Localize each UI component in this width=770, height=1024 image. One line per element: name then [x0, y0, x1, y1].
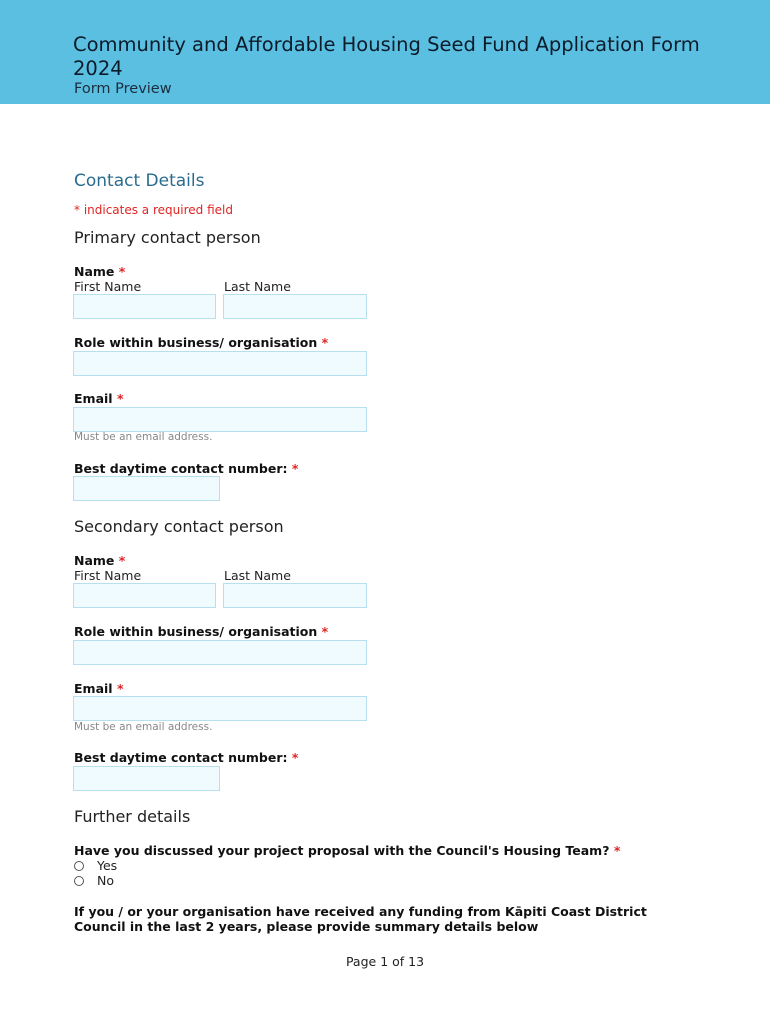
secondary-last-name-field[interactable]	[223, 583, 367, 608]
secondary-email-field[interactable]	[73, 696, 367, 721]
required-note: * indicates a required field	[74, 203, 233, 217]
primary-role-label: Role within business/ organisation *	[74, 335, 329, 350]
primary-name-label: Name *	[74, 264, 126, 279]
secondary-email-hint: Must be an email address.	[74, 721, 213, 733]
primary-phone-field[interactable]	[73, 476, 220, 501]
radio-yes[interactable]	[74, 861, 84, 871]
secondary-first-name-label: First Name	[74, 568, 142, 583]
required-marker: *	[613, 843, 621, 858]
required-marker: *	[116, 391, 124, 406]
primary-email-field[interactable]	[73, 407, 367, 432]
secondary-email-label: Email *	[74, 681, 124, 696]
section-title: Contact Details	[74, 171, 205, 191]
required-marker: *	[321, 335, 329, 350]
primary-contact-heading: Primary contact person	[74, 228, 261, 247]
required-marker: *	[118, 553, 126, 568]
radio-no-label: No	[97, 873, 114, 888]
funding-question-line1: If you / or your organisation have received any funding from Kāpiti Coast District	[74, 904, 647, 919]
required-marker: *	[321, 624, 329, 639]
secondary-name-label: Name *	[74, 553, 126, 568]
primary-last-name-field[interactable]	[223, 294, 367, 319]
primary-email-label: Email *	[74, 391, 124, 406]
secondary-last-name-label: Last Name	[224, 568, 291, 583]
radio-yes-label: Yes	[97, 858, 118, 873]
funding-question-line2: Council in the last 2 years, please provide summary details below	[74, 919, 539, 934]
further-details-heading: Further details	[74, 807, 191, 826]
form-title: Community and Affordable Housing Seed Fund Application Form 2024	[73, 33, 700, 80]
required-marker: *	[291, 461, 299, 476]
secondary-contact-heading: Secondary contact person	[74, 517, 284, 536]
primary-first-name-label: First Name	[74, 279, 142, 294]
page-number: Page 1 of 13	[345, 954, 425, 969]
secondary-first-name-field[interactable]	[73, 583, 216, 608]
form-subtitle: Form Preview	[74, 81, 172, 97]
secondary-role-field[interactable]	[73, 640, 367, 665]
required-marker: *	[118, 264, 126, 279]
secondary-phone-label: Best daytime contact number: *	[74, 750, 299, 765]
housing-team-question: Have you discussed your project proposal with the Council's Housing Team? *	[74, 843, 621, 858]
required-marker: *	[291, 750, 299, 765]
primary-last-name-label: Last Name	[224, 279, 291, 294]
primary-first-name-field[interactable]	[73, 294, 216, 319]
secondary-role-label: Role within business/ organisation *	[74, 624, 329, 639]
form-header	[0, 0, 770, 104]
radio-no[interactable]	[74, 876, 84, 886]
secondary-phone-field[interactable]	[73, 766, 220, 791]
required-marker: *	[116, 681, 124, 696]
primary-email-hint: Must be an email address.	[74, 431, 213, 443]
primary-phone-label: Best daytime contact number: *	[74, 461, 299, 476]
primary-role-field[interactable]	[73, 351, 367, 376]
